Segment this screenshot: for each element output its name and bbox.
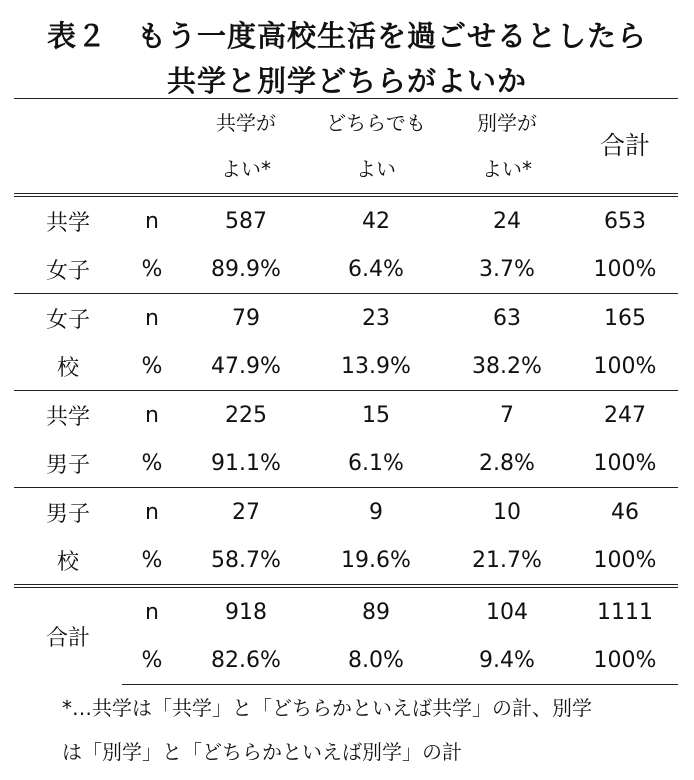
group-label: 女子 [45,258,90,284]
cell: 24 [442,195,572,245]
cell: 1111 [572,586,678,636]
cell: 104 [442,586,572,636]
cell: 38.2% [472,353,542,379]
cell: 58.7% [211,547,281,573]
cell: 19.6% [341,547,411,573]
table-title-line-1: 表２ もう一度高校生活を過ごせるとしたら [46,19,647,53]
cell: 9 [310,488,442,537]
unit-pct: % [122,636,182,685]
header-either [310,99,442,196]
group-label: 共学 [14,195,122,245]
cell: 6.4% [348,256,404,282]
cell: 3.7% [479,256,535,282]
cell: 15 [310,391,442,440]
unit-n: n [122,488,182,537]
header-text: よい* [221,157,271,181]
table-row [14,536,678,586]
cell: 225 [182,391,310,440]
unit-n: n [122,391,182,440]
cell: 100% [593,547,657,573]
header-coed-better [182,99,310,196]
cell: 6.1% [348,450,404,476]
table-row [14,342,678,391]
header-empty [14,99,122,196]
cell: 46 [572,488,678,537]
total-label: 合計 [14,586,122,685]
group-label: 校 [56,355,79,381]
unit-n: n [122,586,182,636]
table-title-line-2: 共学と別学どちらがよいか [166,64,527,98]
cell: 27 [182,488,310,537]
unit-n: n [122,195,182,245]
cell: 100% [593,450,657,476]
cell: 2.8% [479,450,535,476]
unit-pct: % [141,256,163,282]
group-label: 男子 [45,452,90,478]
table-row [14,294,678,343]
group-label: 男子 [14,488,122,537]
cell: 89.9% [211,256,281,282]
group-label: 共学 [14,391,122,440]
table-row [14,245,678,294]
cell: 21.7% [472,547,542,573]
cell: 63 [442,294,572,343]
cell: 47.9% [211,353,281,379]
header-empty [122,99,182,196]
header-total: 合計 [572,99,678,196]
header-single-sex-better [442,99,572,196]
total-row [14,586,678,636]
cell: 10 [442,488,572,537]
table-row [14,195,678,245]
table-row [14,488,678,537]
header-text: よい [356,157,396,181]
cell: 587 [182,195,310,245]
unit-pct: % [141,450,163,476]
cell: 9.4% [442,636,572,685]
cell: 100% [593,353,657,379]
cell: 7 [442,391,572,440]
cell: 42 [310,195,442,245]
unit-pct: % [141,353,163,379]
cell: 23 [310,294,442,343]
group-label: 女子 [14,294,122,343]
cell: 653 [572,195,678,245]
footnote-line-1: *…共学は「共学」と「どちらかといえば共学」の計、別学 [62,696,592,720]
cell: 79 [182,294,310,343]
cell: 91.1% [211,450,281,476]
cell: 89 [310,586,442,636]
group-label: 校 [56,549,79,575]
cell: 82.6% [182,636,310,685]
unit-pct: % [141,547,163,573]
header-text: 共学が [216,111,276,135]
cell: 13.9% [341,353,411,379]
cell: 8.0% [310,636,442,685]
cell: 165 [572,294,678,343]
survey-table [14,98,678,685]
cell: 247 [572,391,678,440]
footnote-line-2: は「別学」と「どちらかといえば別学」の計 [62,740,462,764]
table-row [14,439,678,488]
cell: 918 [182,586,310,636]
header-row [14,99,678,196]
table-row [14,391,678,440]
cell: 100% [572,636,678,685]
header-text: どちらでも [326,111,426,135]
unit-n: n [122,294,182,343]
header-text: 別学が [477,111,537,135]
cell: 100% [593,256,657,282]
header-text: よい* [482,157,532,181]
